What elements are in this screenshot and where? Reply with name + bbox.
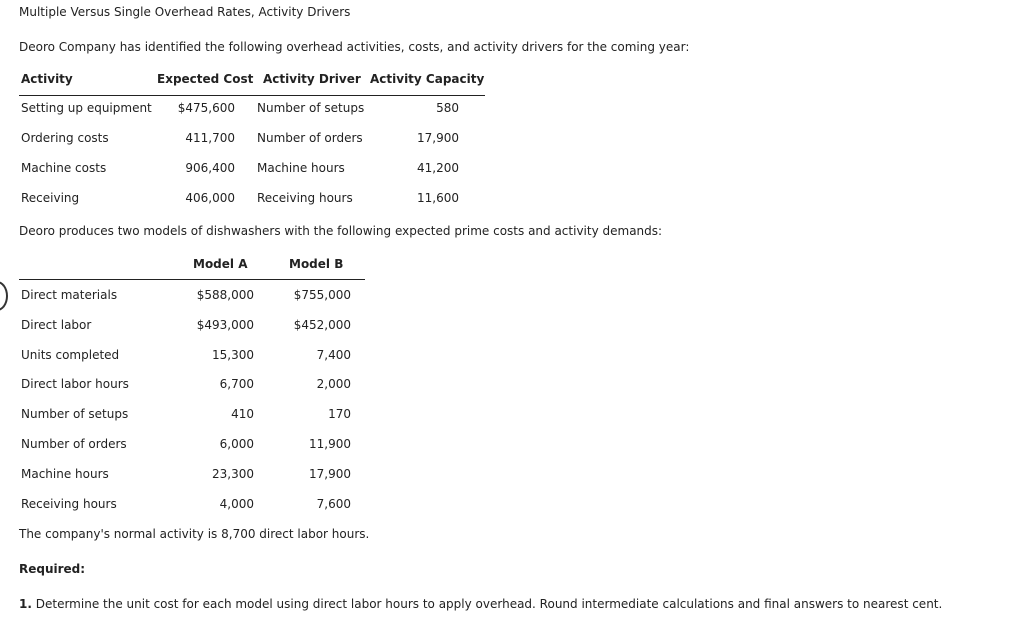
model-a-value: 6,700 [219, 377, 254, 392]
model-b-value: $755,000 [293, 288, 351, 302]
activity-driver: Machine hours [257, 161, 345, 175]
header-model-b: Model B [289, 257, 344, 271]
model-a-value: 23,300 [212, 466, 254, 481]
models-row [19, 340, 365, 370]
model-b-value: 7,600 [316, 496, 351, 511]
activity-driver: Number of orders [257, 131, 363, 145]
header-activity: Activity [21, 72, 73, 86]
models-row [19, 310, 365, 340]
model-a-value: 4,000 [219, 496, 254, 511]
activity-capacity: 580 [436, 101, 459, 115]
model-b-value: $452,000 [293, 317, 351, 332]
models-row [19, 369, 365, 399]
header-activity-capacity: Activity Capacity [370, 72, 485, 86]
models-table [19, 256, 365, 518]
header-activity-driver: Activity Driver [263, 72, 361, 86]
question-1 [19, 597, 942, 612]
question-text: Determine the unit cost for each model using direct labor hours to apply overhead. Round intermediate calculations and final answers to nearest cent. [35, 597, 943, 611]
activity-table-header [19, 72, 485, 96]
question-number: 1. [19, 597, 32, 611]
models-intro-text: Deoro produces two models of dishwashers with the following expected prime costs and activity demands: [19, 224, 663, 238]
activity-name: Setting up equipment [21, 101, 152, 115]
page-title: Multiple Versus Single Overhead Rates, Activity Drivers [19, 5, 351, 19]
activity-name: Receiving [21, 191, 80, 205]
row-label: Receiving hours [21, 496, 117, 511]
intro-text: Deoro Company has identified the following overhead activities, costs, and activity drivers for the coming year: [19, 40, 690, 54]
expected-cost: 411,700 [185, 131, 235, 145]
activity-name: Ordering costs [21, 131, 109, 145]
activity-capacity: 11,600 [417, 191, 459, 205]
row-label: Number of setups [21, 407, 129, 422]
model-b-value: 17,900 [309, 466, 351, 481]
row-label: Units completed [21, 347, 120, 362]
header-expected-cost: Expected Cost [157, 72, 254, 86]
model-a-value: 410 [231, 407, 254, 422]
model-b-value: 170 [328, 407, 351, 422]
required-label: Required: [19, 562, 86, 576]
models-row [19, 280, 365, 310]
normal-activity-text: The company's normal activity is 8,700 direct labor hours. [19, 527, 370, 541]
models-row [19, 459, 365, 489]
expected-cost: $475,600 [177, 101, 235, 115]
activity-name: Machine costs [21, 161, 107, 175]
model-a-value: 15,300 [212, 347, 254, 362]
activity-capacity: 17,900 [417, 131, 459, 145]
row-label: Number of orders [21, 436, 127, 451]
models-row [19, 429, 365, 459]
header-model-a: Model A [193, 257, 248, 271]
activity-capacity: 41,200 [417, 161, 459, 175]
models-table-header [19, 256, 365, 280]
model-a-value: $588,000 [196, 288, 254, 302]
model-b-value: 2,000 [316, 377, 351, 392]
row-label: Direct labor hours [21, 377, 129, 392]
activity-driver: Receiving hours [257, 191, 353, 205]
model-a-value: $493,000 [196, 317, 254, 332]
models-row [19, 399, 365, 429]
row-label: Direct labor [21, 317, 92, 332]
models-row [19, 489, 365, 519]
model-a-value: 6,000 [219, 436, 254, 451]
activity-driver: Number of setups [257, 101, 365, 115]
row-label: Direct materials [21, 288, 118, 302]
model-b-value: 7,400 [316, 347, 351, 362]
activity-table [19, 72, 485, 205]
row-label: Machine hours [21, 466, 109, 481]
expected-cost: 406,000 [185, 191, 235, 205]
model-b-value: 11,900 [309, 436, 351, 451]
bracket-mark [0, 281, 8, 311]
expected-cost: 906,400 [185, 161, 235, 175]
models-table-body [19, 280, 365, 518]
